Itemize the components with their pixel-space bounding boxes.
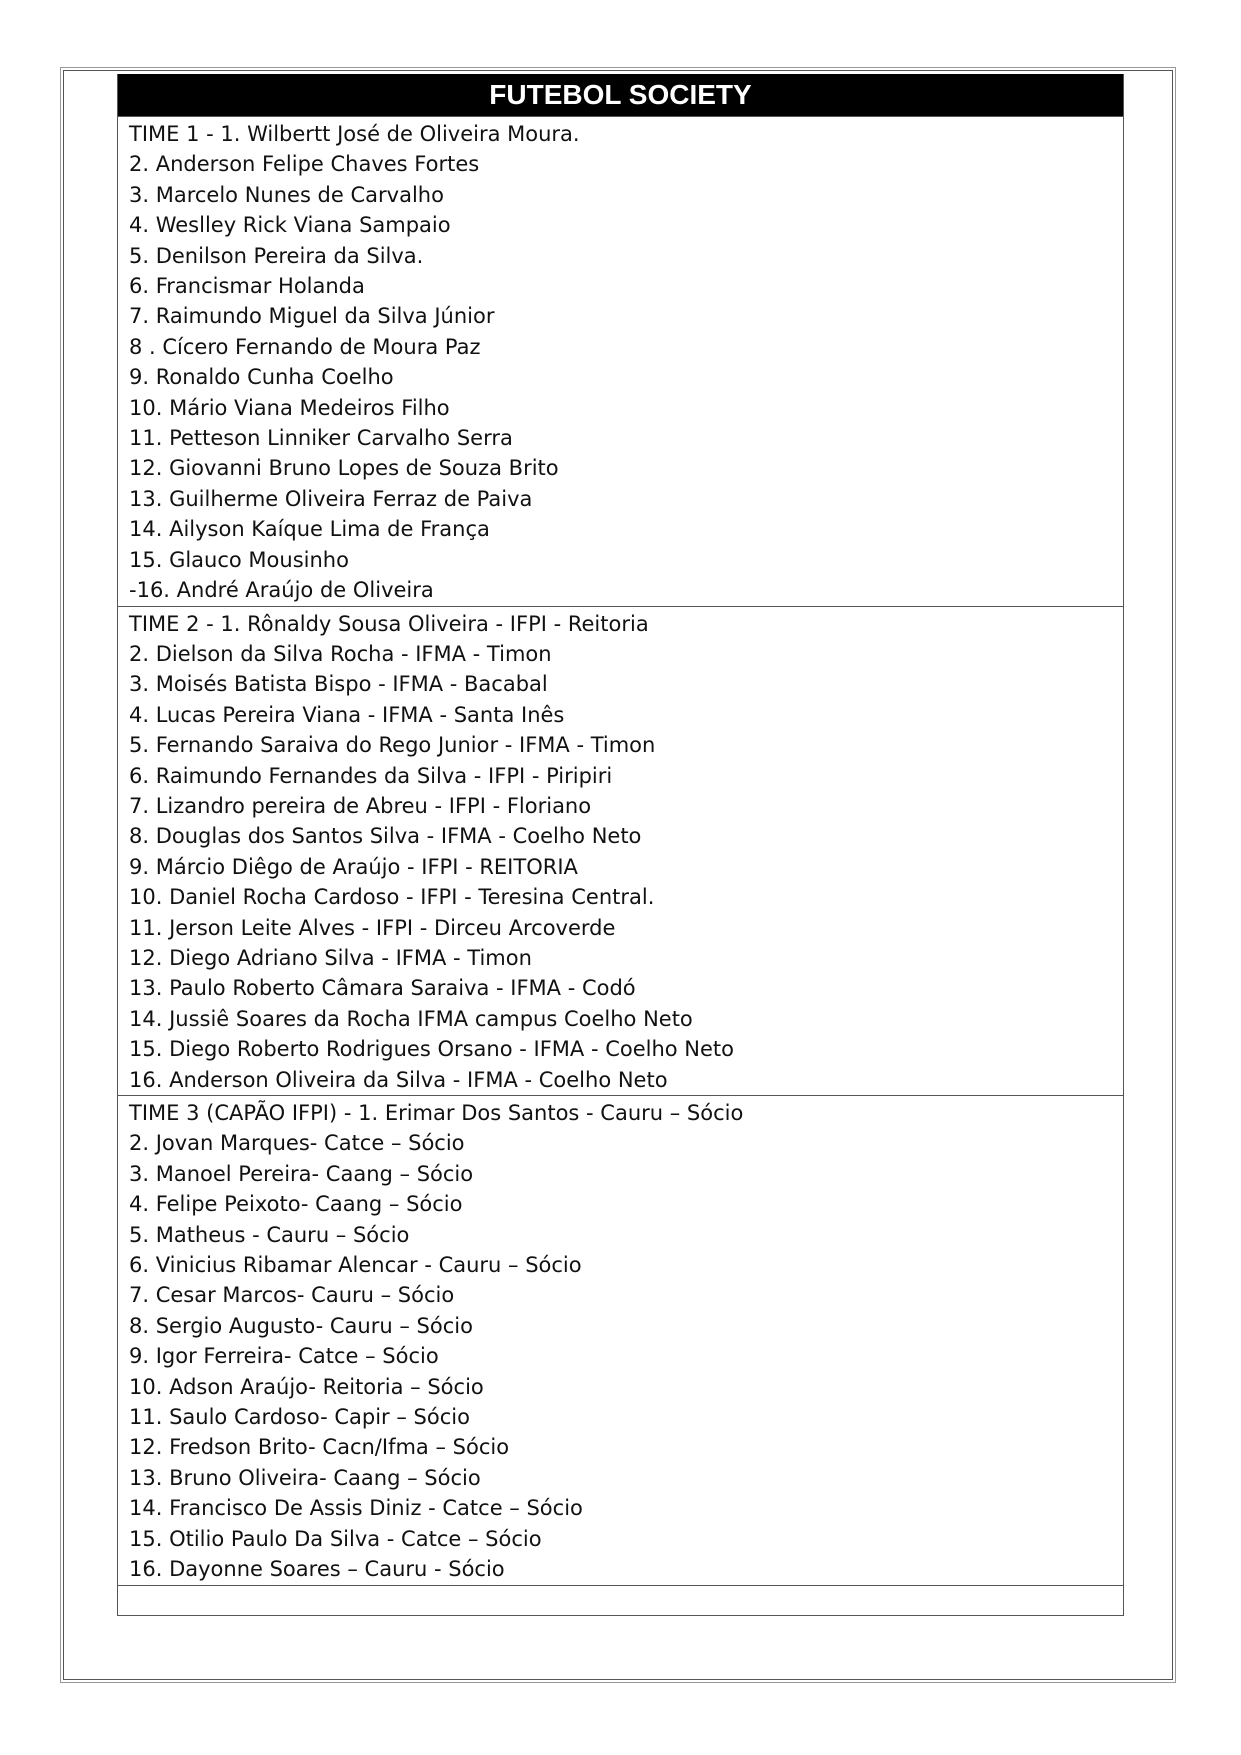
team-3-line: 14. Francisco De Assis Diniz - Catce – Sócio xyxy=(129,1496,583,1521)
team-1-line: 13. Guilherme Oliveira Ferraz de Paiva xyxy=(129,486,533,511)
team-3-line: 7. Cesar Marcos- Cauru – Sócio xyxy=(129,1283,455,1308)
team-2-line: 5. Fernando Saraiva do Rego Junior - IFMA - Timon xyxy=(129,733,656,758)
team-3-line: 15. Otilio Paulo Da Silva - Catce – Sócio xyxy=(129,1526,542,1551)
team-2-line: 7. Lizandro pereira de Abreu - IFPI - Floriano xyxy=(129,793,592,818)
team-2-line: 10. Daniel Rocha Cardoso - IFPI - Teresina Central. xyxy=(129,885,655,910)
team-3-line: 16. Dayonne Soares – Cauru - Sócio xyxy=(129,1557,505,1582)
team-2-line: 11. Jerson Leite Alves - IFPI - Dirceu Arcoverde xyxy=(129,915,616,940)
team-3-line: 11. Saulo Cardoso- Capir – Sócio xyxy=(129,1405,470,1430)
team-2-line: 6. Raimundo Fernandes da Silva - IFPI - Piripiri xyxy=(129,763,613,788)
team-2-line: 9. Márcio Diêgo de Araújo - IFPI - REITORIA xyxy=(129,854,578,879)
team-1-line: 3. Marcelo Nunes de Carvalho xyxy=(129,182,444,207)
team-1-line: 6. Francismar Holanda xyxy=(129,274,365,299)
team-3-line: 8. Sergio Augusto- Cauru – Sócio xyxy=(129,1313,473,1338)
team-1-line: 4. Weslley Rick Viana Sampaio xyxy=(129,213,451,238)
team-3-line: TIME 3 (CAPÃO IFPI) - 1. Erimar Dos Santos - Cauru – Sócio xyxy=(129,1101,744,1125)
team-3-line: 6. Vinicius Ribamar Alencar - Cauru – Sócio xyxy=(129,1253,582,1278)
page-title: FUTEBOL SOCIETY xyxy=(118,74,1123,116)
team-1-line: 10. Mário Viana Medeiros Filho xyxy=(129,395,450,420)
team-2-line: 15. Diego Roberto Rodrigues Orsano - IFMA - Coelho Neto xyxy=(129,1037,735,1062)
team-2-line: TIME 2 - 1. Rônaldy Sousa Oliveira - IFPI - Reitoria xyxy=(129,611,649,636)
team-1-line: 8 . Cícero Fernando de Moura Paz xyxy=(129,334,481,359)
team-3-line: 13. Bruno Oliveira- Caang – Sócio xyxy=(129,1465,481,1490)
team-3-line: 3. Manoel Pereira- Caang – Sócio xyxy=(129,1161,474,1186)
team-3-line: 2. Jovan Marques- Catce – Sócio xyxy=(129,1131,465,1156)
team-2-line: 2. Dielson da Silva Rocha - IFMA - Timon xyxy=(129,641,552,666)
team-2-cell xyxy=(118,606,1123,1096)
team-1-line: 2. Anderson Felipe Chaves Fortes xyxy=(129,152,480,177)
roster-table xyxy=(117,74,1124,1616)
team-2-line: 12. Diego Adriano Silva - IFMA - Timon xyxy=(129,945,532,970)
team-1-cell xyxy=(118,116,1123,606)
team-1-line: 11. Petteson Linniker Carvalho Serra xyxy=(129,426,513,451)
team-3-line: 4. Felipe Peixoto- Caang – Sócio xyxy=(129,1192,463,1217)
team-3-line: 9. Igor Ferreira- Catce – Sócio xyxy=(129,1344,439,1369)
team-2-line: 8. Douglas dos Santos Silva - IFMA - Coelho Neto xyxy=(129,824,642,849)
team-1-line: 7. Raimundo Miguel da Silva Júnior xyxy=(129,304,495,329)
team-1-line: 14. Ailyson Kaíque Lima de França xyxy=(129,517,490,542)
team-3-line: 10. Adson Araújo- Reitoria – Sócio xyxy=(129,1374,484,1399)
team-1-line: 12. Giovanni Bruno Lopes de Souza Brito xyxy=(129,456,559,481)
team-2-line: 4. Lucas Pereira Viana - IFMA - Santa Inês xyxy=(129,702,565,727)
team-1-line: 15. Glauco Mousinho xyxy=(129,547,349,572)
team-1-line: 5. Denilson Pereira da Silva. xyxy=(129,243,424,268)
team-3-line: 5. Matheus - Cauru – Sócio xyxy=(129,1222,410,1247)
team-3-cell xyxy=(118,1095,1123,1585)
team-2-line: 3. Moisés Batista Bispo - IFMA - Bacabal xyxy=(129,672,548,697)
empty-table-row xyxy=(118,1585,1123,1615)
team-1-line: -16. André Araújo de Oliveira xyxy=(129,578,434,603)
team-2-line: 13. Paulo Roberto Câmara Saraiva - IFMA - Codó xyxy=(129,976,636,1001)
team-1-line: 9. Ronaldo Cunha Coelho xyxy=(129,365,394,390)
team-2-line: 14. Jussiê Soares da Rocha IFMA campus Coelho Neto xyxy=(129,1006,693,1031)
team-3-line: 12. Fredson Brito- Cacn/Ifma – Sócio xyxy=(129,1435,510,1460)
team-2-line: 16. Anderson Oliveira da Silva - IFMA - Coelho Neto xyxy=(129,1067,668,1092)
team-1-line: TIME 1 - 1. Wilbertt José de Oliveira Moura. xyxy=(129,122,580,146)
